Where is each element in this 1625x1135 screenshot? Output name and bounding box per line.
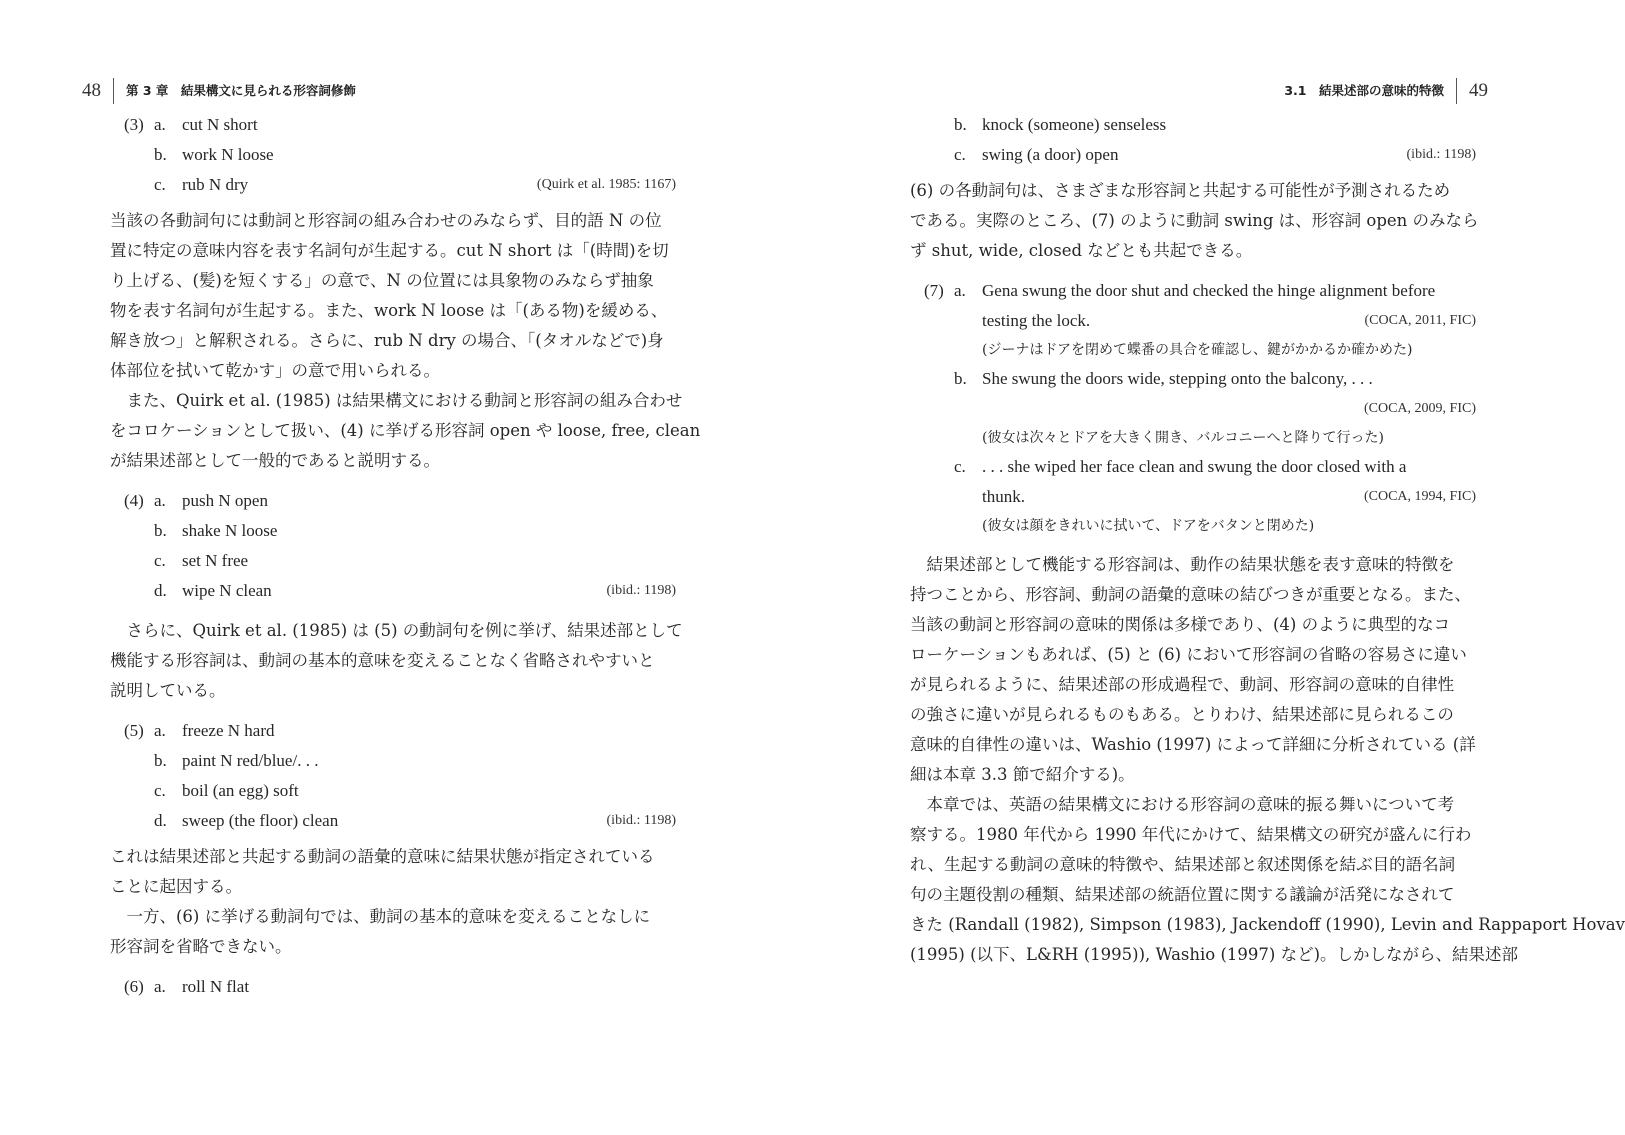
body-paragraph-line: である。実際のところ、(7) のように動詞 swing は、形容詞 open のみなら: [910, 211, 1479, 230]
example-text: work N loose: [182, 145, 274, 164]
example-letter: d.: [154, 811, 167, 830]
example-letter: a.: [154, 115, 166, 134]
body-paragraph-line: 結果述部として機能する形容詞は、動作の結果状態を表す意味的特徴を: [910, 555, 1455, 574]
example-source: (COCA, 1994, FIC): [1363, 489, 1476, 504]
body-paragraph-line: 解き放つ」と解釈される。さらに、rub N dry の場合、「(タオルなどで)身: [110, 331, 664, 350]
example-3a: [110, 110, 676, 140]
body-paragraph-line: これは結果述部と共起する動詞の語彙的意味に結果状態が指定されている: [110, 847, 655, 866]
body-paragraph-line: また、Quirk et al. (1985) は結果構文における動詞と形容詞の組み合わせ: [110, 391, 683, 410]
body-paragraph-line: が結果述部として一般的であると説明する。: [110, 451, 440, 470]
example-number: (4): [124, 491, 144, 510]
right-content: [910, 110, 1625, 970]
example-7b: [910, 364, 1476, 394]
body-paragraph-line: をコロケーションとして扱い、(4) に挙げる形容詞 open や loose, free, clean: [110, 421, 701, 440]
example-text: swing (a door) open: [982, 145, 1119, 164]
right-running-head: [1284, 78, 1488, 104]
example-source: (COCA, 2009, FIC): [1363, 401, 1476, 416]
body-paragraph-line: 機能する形容詞は、動詞の基本的意味を変えることなく省略されやすいと: [110, 651, 655, 670]
example-letter: c.: [154, 551, 166, 570]
example-text: thunk.: [982, 487, 1025, 506]
body-paragraph-line: 当該の動詞と形容詞の意味的関係は多様であり、(4) のように典型的なコ: [910, 615, 1451, 634]
body-paragraph-line: 意味的自律性の違いは、Washio (1997) によって詳細に分析されている (詳: [910, 735, 1476, 754]
example-letter: a.: [154, 491, 166, 510]
example-number: (3): [124, 115, 144, 134]
running-head-divider: [113, 78, 114, 104]
example-text: freeze N hard: [182, 721, 275, 740]
example-source: (COCA, 2011, FIC): [1364, 313, 1476, 328]
example-letter: b.: [154, 521, 167, 540]
example-3c: [110, 170, 676, 200]
right-page-number: 49: [1469, 80, 1488, 101]
left-page: [0, 0, 800, 1135]
example-letter: c.: [154, 781, 166, 800]
example-gloss: (彼女は次々とドアを大きく開き、バルコニーへと降りて行った): [982, 430, 1384, 446]
example-letter: c.: [954, 457, 966, 476]
example-5a: [110, 716, 676, 746]
body-paragraph-line: が見られるように、結果述部の形成過程で、動詞、形容詞の意味的自律性: [910, 675, 1455, 694]
example-text: testing the lock.: [982, 311, 1091, 330]
example-text: rub N dry: [182, 175, 249, 194]
example-text: cut N short: [182, 115, 258, 134]
example-letter: b.: [154, 145, 167, 164]
example-text: boil (an egg) soft: [182, 781, 299, 800]
example-letter: c.: [954, 145, 966, 164]
body-paragraph-line: 一方、(6) に挙げる動詞句では、動詞の基本的意味を変えることなしに: [110, 907, 651, 926]
example-4d: [110, 576, 676, 606]
example-text: shake N loose: [182, 521, 278, 540]
example-text: roll N flat: [182, 977, 250, 996]
example-source: (ibid.: 1198): [606, 813, 676, 828]
example-4c: [110, 546, 676, 576]
example-text: paint N red/blue/. . .: [182, 751, 319, 770]
body-paragraph-line: 本章では、英語の結果構文における形容詞の意味的振る舞いについて考: [910, 795, 1455, 814]
example-letter: a.: [954, 281, 966, 300]
example-text: set N free: [182, 551, 249, 570]
right-page: [800, 0, 1625, 1135]
body-paragraph-line: (1995) (以下、L&RH (1995)), Washio (1997) など)。しかしながら、結果述部: [910, 945, 1519, 964]
body-paragraph-line: 当該の各動詞句には動詞と形容詞の組み合わせのみならず、目的語 N の位: [110, 211, 662, 230]
left-running-head: [82, 78, 356, 104]
body-paragraph-line: ず shut, wide, closed などとも共起できる。: [910, 241, 1253, 260]
example-7c-cont: [910, 482, 1476, 512]
example-letter: b.: [154, 751, 167, 770]
body-paragraph-line: 体部位を拭いて乾かす」の意で用いられる。: [110, 361, 440, 380]
left-chapter-title: 第 3 章 結果構文に見られる形容詞修飾: [126, 83, 356, 98]
right-section-title: 3.1 結果述部の意味的特徴: [1284, 83, 1444, 98]
body-paragraph-line: 物を表す名詞句が生起する。また、work N loose は「(ある物)を緩める、: [110, 301, 668, 320]
body-paragraph-line: り上げる、(髪)を短くする」の意で、N の位置には具象物のみならず抽象: [110, 271, 654, 290]
example-text: . . . she wiped her face clean and swung the door closed with a: [982, 457, 1407, 476]
body-paragraph-line: 形容詞を省略できない。: [110, 937, 292, 956]
example-6b: [910, 110, 1476, 140]
example-number: (5): [124, 721, 144, 740]
example-5d: [110, 806, 676, 836]
example-letter: b.: [954, 369, 967, 388]
body-paragraph-line: (6) の各動詞句は、さまざまな形容詞と共起する可能性が予測されるため: [910, 181, 1451, 200]
example-text: Gena swung the door shut and checked the hinge alignment before: [982, 281, 1436, 300]
example-source: (ibid.: 1198): [1406, 147, 1476, 162]
example-4b: [110, 516, 676, 546]
body-paragraph-line: さらに、Quirk et al. (1985) は (5) の動詞句を例に挙げ、結果述部として: [110, 621, 683, 640]
example-letter: a.: [154, 977, 166, 996]
example-text: push N open: [182, 491, 268, 510]
example-gloss: (彼女は顔をきれいに拭いて、ドアをバタンと閉めた): [982, 518, 1315, 534]
body-paragraph-line: 細は本章 3.3 節で紹介する)。: [910, 765, 1135, 784]
example-text: wipe N clean: [182, 581, 272, 600]
body-paragraph-line: 説明している。: [110, 681, 226, 700]
running-head-divider: [1456, 78, 1457, 104]
body-paragraph-line: 持つことから、形容詞、動詞の語彙的意味の結びつきが重要となる。また、: [910, 585, 1471, 604]
example-number: (6): [124, 977, 144, 996]
example-letter: a.: [154, 721, 166, 740]
body-paragraph-line: ことに起因する。: [110, 877, 242, 896]
example-7b-source-line: [910, 394, 1476, 424]
example-7c: [910, 452, 1476, 482]
example-source: (Quirk et al. 1985: 1167): [536, 177, 676, 192]
example-7a-cont: [910, 306, 1476, 336]
example-text: She swung the doors wide, stepping onto the balcony, . . .: [982, 369, 1373, 388]
example-5c: [110, 776, 676, 806]
example-text: sweep (the floor) clean: [182, 811, 339, 830]
example-4a: [110, 486, 676, 516]
body-paragraph-line: 置に特定の意味内容を表す名詞句が生起する。cut N short は「(時間)を切: [110, 241, 669, 260]
example-text: knock (someone) senseless: [982, 115, 1167, 134]
body-paragraph-line: きた (Randall (1982), Simpson (1983), Jackendoff (1990), Levin and Rappaport Hovav: [910, 915, 1625, 934]
body-paragraph-line: れ、生起する動詞の意味的特徴や、結果述部と叙述関係を結ぶ目的語名詞: [910, 855, 1456, 874]
left-content: [110, 110, 701, 1002]
example-5b: [110, 746, 676, 776]
left-page-number: 48: [82, 80, 101, 101]
example-number: (7): [924, 281, 944, 300]
body-paragraph-line: 察する。1980 年代から 1990 年代にかけて、結果構文の研究が盛んに行わ: [910, 825, 1472, 844]
example-letter: d.: [154, 581, 167, 600]
example-7a: [910, 276, 1476, 306]
example-letter: b.: [954, 115, 967, 134]
body-paragraph-line: 句の主題役割の種類、結果述部の統語位置に関する議論が活発になされて: [910, 885, 1455, 904]
example-6c: [910, 140, 1476, 170]
body-paragraph-line: ローケーションもあれば、(5) と (6) において形容詞の省略の容易さに違い: [910, 645, 1467, 664]
example-3b: [110, 140, 676, 170]
body-paragraph-line: の強さに違いが見られるものもある。とりわけ、結果述部に見られるこの: [910, 705, 1454, 724]
example-6a: [110, 972, 676, 1002]
example-gloss: (ジーナはドアを閉めて蝶番の具合を確認し、鍵がかかるか確かめた): [982, 342, 1413, 358]
example-source: (ibid.: 1198): [606, 583, 676, 598]
example-letter: c.: [154, 175, 166, 194]
